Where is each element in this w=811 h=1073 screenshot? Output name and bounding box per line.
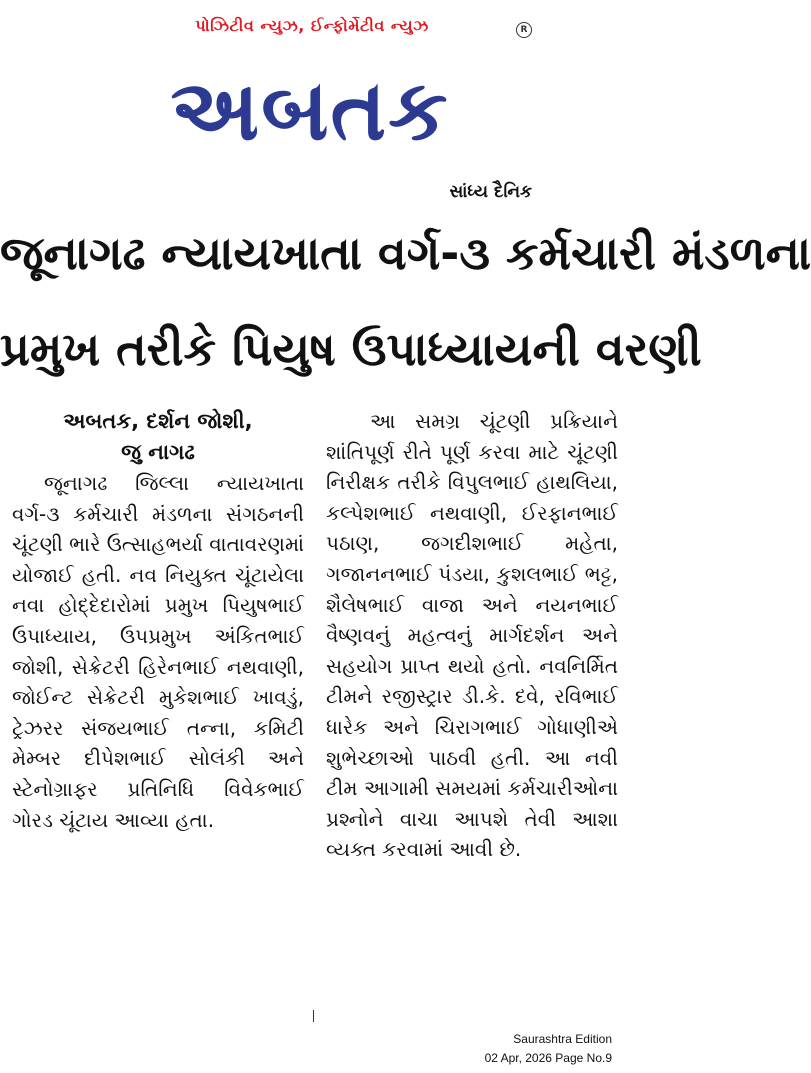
edition-name: Saurashtra Edition [513, 1032, 612, 1046]
tagline: પોઝિટીવ ન્યુઝ, ઈન્ફોર્મેટીવ ન્યુઝ [195, 16, 429, 35]
edition-date-page: 02 Apr, 2026 Page No.9 [484, 1051, 612, 1065]
byline-author: અબતક, દર્શન જોશી, [63, 409, 253, 433]
headline-line-1: જૂનાગઢ ન્યાયખાતા વર્ગ-૩ કર્મચારી મંડળના [0, 226, 811, 280]
masthead-subtitle: સાંધ્ય દૈનિક [449, 182, 532, 202]
headline-line-2: પ્રમુખ તરીકે પિયુષ ઉપાધ્યાયની વરણી [0, 322, 702, 376]
article-paragraph-right: આ સમગ્ર ચૂંટણી પ્રક્રિયાને શાંતિપૂર્ણ રીતે પૂર્ણ કરવા માટે ચૂંટણી નિરીક્ષક તરીકે વિપુલભાઈ હાથલિયા, કલ્પેશભાઈ નથવાણી, ઈરફાનભાઈ પઠાણ, જગદીશભાઈ મહેતા, ગજાનનભાઈ પંડયા, કુશલભાઈ ભટ્ટ, શૈલેષભાઈ વાજા અને નયનભાઈ વૈષ્ણવનું મહત્વનું માર્ગદર્શન અને સહયોગ પ્રાપ્ત થયો હતો. નવનિર્મિત ટીમને રજીસ્ટ્રાર ડી.કે. દવે, રવિભાઈ ધારેક અને ચિરાગભાઈ ગોધાણીએ શુભેચ્છાઓ પાઠવી હતી. આ નવી ટીમ આગામી સમયમાં કર્મચારીઓના પ્રશ્નોને વાચા આપશે તેવી આશા વ્યક્ત કરવામાં આવી છે. [326, 409, 618, 862]
article-column-left [12, 406, 304, 835]
edition-info [485, 1030, 612, 1068]
column-divider-mark [313, 1010, 314, 1022]
article-column-right [326, 406, 618, 865]
registered-mark-icon: R [516, 22, 532, 38]
newspaper-logo: અબતક [170, 61, 450, 159]
masthead [0, 0, 624, 212]
byline-location: જુ નાગઢ [121, 440, 195, 464]
article-paragraph-left: જૂનાગઢ જિલ્લા ન્યાયખાતા વર્ગ-૩ કર્મચારી મંડળના સંગઠનની ચૂંટણી ભારે ઉત્સાહભર્યા વાતાવરણમાં યોજાઈ હતી. નવ નિયુક્ત ચૂંટાયેલા નવા હોદ્દેદારોમાં પ્રમુખ પિયુષભાઈ ઉપાધ્યાય, ઉપપ્રમુખ અંકિતભાઈ જોશી, સેક્રેટરી હિરેનભાઈ નથવાણી, જોઈન્ટ સેક્રેટરી મુકેશભાઈ ખાવડું, ટ્રેઝરર સંજયભાઈ તન્ના, કમિટી મેમ્બર દીપેશભાઈ સોલંકી અને સ્ટેનોગ્રાફર પ્રતિનિધિ વિવેકભાઈ ગોરડ ચૂંટાય આવ્યા હતા. [12, 471, 304, 832]
